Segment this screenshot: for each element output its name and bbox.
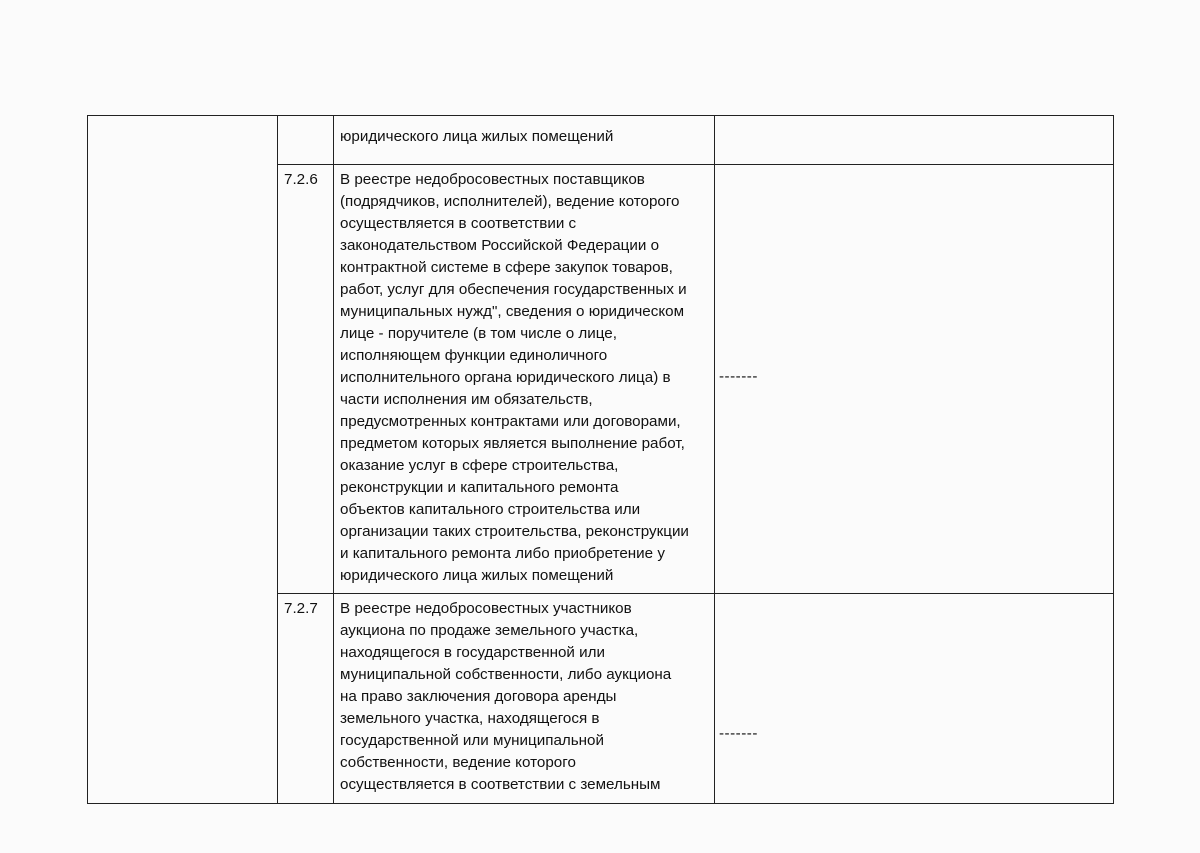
value-cell [715, 165, 1114, 594]
item-number-cell: 7.2.7 [278, 594, 334, 804]
text-line: законодательством Российской Федерации о [340, 237, 660, 254]
requirements-table [87, 115, 1114, 804]
table-row [88, 116, 1114, 165]
value-cell [715, 116, 1114, 165]
item-number-cell: 7.2.6 [278, 165, 334, 594]
text-line: государственной или муниципальной [340, 732, 604, 749]
text-line: реконструкции и капитального ремонта [340, 479, 619, 496]
text-line: исполняющем функции единоличного [340, 347, 608, 364]
item-number-cell [278, 116, 334, 165]
value-cell [715, 594, 1114, 804]
text-line: организации таких строительства, реконструкции [340, 523, 689, 540]
text-line: работ, услуг для обеспечения государственных и [340, 281, 687, 298]
item-text-cell [334, 594, 715, 804]
text-line: юридического лица жилых помещений [340, 567, 614, 584]
text-line: земельного участка, находящегося в [340, 710, 600, 727]
text-line: контрактной системе в сфере закупок товаров, [340, 259, 673, 276]
text-line: собственности, ведение которого [340, 754, 576, 771]
text-line: оказание услуг в сфере строительства, [340, 457, 619, 474]
text-line: предметом которых является выполнение работ, [340, 435, 685, 452]
text-line: части исполнения им обязательств, [340, 391, 593, 408]
text-line: объектов капитального строительства или [340, 501, 641, 518]
empty-value-dashes: ------- [719, 368, 758, 385]
text-line: В реестре недобросовестных участников [340, 600, 632, 617]
text-line: находящегося в государственной или [340, 644, 605, 661]
text-line: юридического лица жилых помещений [340, 128, 614, 145]
text-line: предусмотренных контрактами или договорами, [340, 413, 681, 430]
section-cell [88, 116, 278, 804]
text-line: осуществляется в соответствии с земельным [340, 776, 661, 793]
text-line: на право заключения договора аренды [340, 688, 617, 705]
text-line: осуществляется в соответствии с [340, 215, 577, 232]
text-line: (подрядчиков, исполнителей), ведение которого [340, 193, 680, 210]
item-text-cell [334, 116, 715, 165]
text-line: муниципальной собственности, либо аукциона [340, 666, 672, 683]
text-line: лице - поручителе (в том числе о лице, [340, 325, 617, 342]
empty-value-dashes: ------- [719, 725, 758, 742]
text-line: и капитального ремонта либо приобретение у [340, 545, 665, 562]
item-text-cell [334, 165, 715, 594]
text-line: В реестре недобросовестных поставщиков [340, 171, 645, 188]
text-line: аукциона по продаже земельного участка, [340, 622, 639, 639]
text-line: исполнительного органа юридического лица) в [340, 369, 671, 386]
text-line: муниципальных нужд", сведения о юридическом [340, 303, 685, 320]
